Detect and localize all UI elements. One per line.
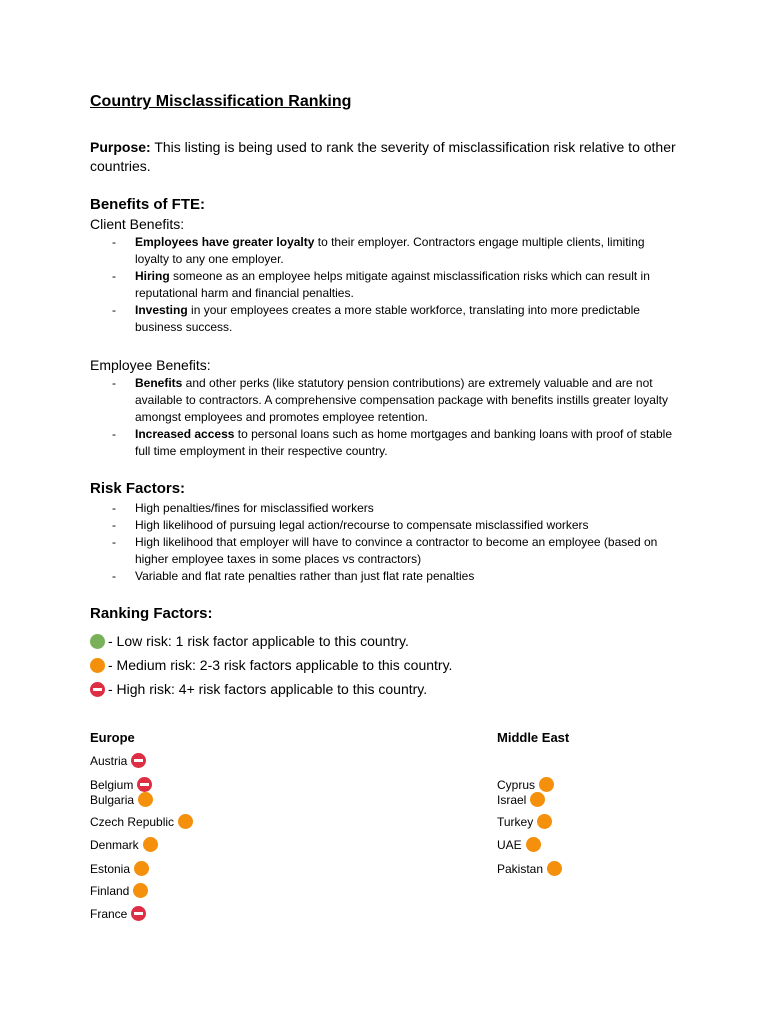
list-item bbox=[110, 234, 680, 268]
orange-circle-icon bbox=[143, 837, 158, 852]
list-item-text: in your employees creates a more stable workforce, translating into more predictable business success. bbox=[135, 303, 640, 334]
list-item: - High likelihood of pursuing legal action/recourse to compensate misclassified workers bbox=[110, 517, 680, 534]
ranking-high bbox=[90, 681, 427, 697]
country-name: UAE bbox=[497, 837, 522, 852]
orange-circle-icon bbox=[178, 814, 193, 829]
country-name: Austria bbox=[90, 753, 128, 768]
orange-circle-icon bbox=[537, 814, 552, 829]
list-item-bold: Investing bbox=[135, 303, 188, 317]
green-circle-icon bbox=[90, 634, 105, 649]
orange-circle-icon bbox=[133, 883, 148, 898]
country-name: Pakistan bbox=[497, 861, 544, 876]
country-name: Denmark bbox=[90, 837, 139, 852]
list-item bbox=[110, 302, 680, 336]
no-entry-icon bbox=[131, 753, 146, 768]
list-item-text: to their employer. Contractors engage multiple clients, limiting loyalty to any one employer. bbox=[135, 235, 645, 266]
list-item bbox=[110, 426, 680, 460]
client-benefits-list bbox=[110, 234, 680, 336]
page-title: Country Misclassification Ranking bbox=[90, 93, 352, 110]
country-name: Turkey bbox=[497, 814, 534, 829]
purpose-paragraph bbox=[90, 138, 690, 176]
ranking-medium bbox=[90, 657, 452, 673]
no-entry-icon bbox=[90, 682, 105, 697]
country-item bbox=[90, 837, 161, 852]
list-item-bold: Benefits bbox=[135, 376, 183, 390]
benefits-heading: Benefits of FTE: bbox=[90, 196, 205, 213]
country-item bbox=[497, 861, 565, 876]
list-item-bold: Increased access bbox=[135, 427, 235, 441]
list-item-bold: Employees have greater loyalty bbox=[135, 235, 315, 249]
country-name: Czech Republic bbox=[90, 814, 175, 829]
list-item-text: someone as an employee helps mitigate against misclassification risks which can result in reputational harm and financial penalties. bbox=[135, 269, 650, 300]
country-item bbox=[90, 883, 151, 898]
list-item-bold: Hiring bbox=[135, 269, 170, 283]
client-benefits-heading: Client Benefits: bbox=[90, 216, 185, 232]
ranking-factors-heading: Ranking Factors: bbox=[90, 605, 213, 622]
country-item bbox=[90, 777, 155, 792]
list-item-text: and other perks (like statutory pension contributions) are extremely valuable and are not available to contractors. A comprehensive compensation package with benefits instills greater loyalty amongst employees and promotes employee retention. bbox=[135, 376, 668, 424]
country-name: Israel bbox=[497, 792, 527, 807]
orange-circle-icon bbox=[539, 777, 554, 792]
country-item bbox=[497, 837, 544, 852]
orange-circle-icon bbox=[90, 658, 105, 673]
country-name: France bbox=[90, 906, 128, 921]
list-item: - High likelihood that employer will have to convince a contractor to become an employee (based on higher employee taxes in some places vs contractors) bbox=[110, 534, 680, 568]
ranking-low bbox=[90, 633, 409, 649]
country-item bbox=[90, 753, 149, 768]
country-item bbox=[497, 814, 555, 829]
country-item bbox=[90, 906, 149, 921]
employee-benefits-list bbox=[110, 375, 680, 460]
list-item: - High penalties/fines for misclassified workers bbox=[110, 500, 680, 517]
country-item bbox=[90, 814, 196, 829]
employee-benefits-heading: Employee Benefits: bbox=[90, 357, 211, 373]
purpose-text: This listing is being used to rank the severity of misclassification risk relative to other countries. bbox=[90, 139, 676, 174]
country-name: Belgium bbox=[90, 777, 134, 792]
purpose-label: Purpose: bbox=[90, 139, 151, 155]
risk-factors-list bbox=[110, 500, 680, 585]
country-name: Bulgaria bbox=[90, 792, 135, 807]
country-item bbox=[497, 777, 557, 792]
country-item bbox=[90, 792, 156, 807]
ranking-text: - High risk: 4+ risk factors applicable to this country. bbox=[108, 681, 428, 697]
ranking-text: - Low risk: 1 risk factor applicable to this country. bbox=[108, 633, 409, 649]
orange-circle-icon bbox=[547, 861, 562, 876]
no-entry-icon bbox=[131, 906, 146, 921]
list-item-text: to personal loans such as home mortgages and banking loans with proof of stable full time employment in their respective country. bbox=[135, 427, 673, 458]
region-heading-middle-east: Middle East bbox=[497, 730, 570, 745]
orange-circle-icon bbox=[138, 792, 153, 807]
ranking-text: - Medium risk: 2-3 risk factors applicable to this country. bbox=[108, 657, 453, 673]
orange-circle-icon bbox=[526, 837, 541, 852]
list-item bbox=[110, 268, 680, 302]
country-name: Finland bbox=[90, 883, 130, 898]
country-item bbox=[90, 861, 152, 876]
list-item bbox=[110, 375, 680, 426]
orange-circle-icon bbox=[530, 792, 545, 807]
country-name: Cyprus bbox=[497, 777, 536, 792]
orange-circle-icon bbox=[134, 861, 149, 876]
risk-factors-heading: Risk Factors: bbox=[90, 480, 186, 497]
country-item bbox=[497, 792, 548, 807]
list-item: - Variable and flat rate penalties rather than just flat rate penalties bbox=[110, 568, 680, 585]
country-name: Estonia bbox=[90, 861, 131, 876]
region-heading-europe: Europe bbox=[90, 730, 135, 745]
no-entry-icon bbox=[137, 777, 152, 792]
